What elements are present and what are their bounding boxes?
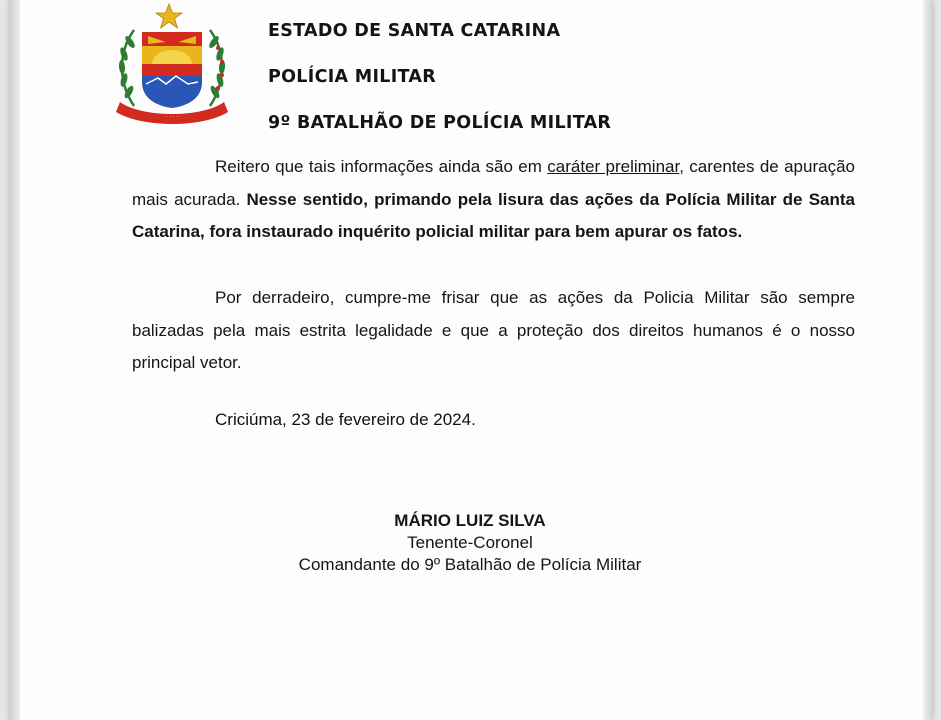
signature-rank: Tenente-Coronel <box>407 533 533 552</box>
underlined-phrase: caráter preliminar <box>547 157 680 176</box>
header-state: ESTADO DE SANTA CATARINA <box>268 21 561 41</box>
svg-text:· · · · · ·: · · · · · · <box>163 114 181 120</box>
document-page <box>10 0 932 720</box>
header-police: POLÍCIA MILITAR <box>268 67 437 87</box>
page-edge-right <box>923 0 932 720</box>
signature-role: Comandante do 9º Batalhão de Polícia Militar <box>298 555 642 574</box>
paragraph-2: Por derradeiro, cumpre-me frisar que as ações da Policia Militar são sempre balizadas pela mais estrita legalidade e que a proteção dos direitos humanos é o nosso principal vetor. <box>132 288 855 372</box>
date-line: Criciúma, 23 de fevereiro de 2024. <box>215 410 476 429</box>
header-battalion: 9º BATALHÃO DE POLÍCIA MILITAR <box>268 113 612 133</box>
signature-name: MÁRIO LUIZ SILVA <box>394 511 546 530</box>
bold-statement: Nesse sentido, primando pela lisura das ações da Polícia Militar de Santa Catarina, fora instaurado inquérito policial militar para bem apurar os fatos. <box>132 189 856 241</box>
paragraph-1: Reitero que tais informações ainda são em caráter preliminar, carentes de apuração mais acurada. Nesse sentido, primando pela lisura das ações da Polícia Militar de Santa Catarina, fora instaurado inquérito policial militar para bem apurar os fatos. <box>132 157 856 241</box>
santa-catarina-coat-of-arms-icon <box>112 2 232 130</box>
page-edge-left <box>10 0 20 720</box>
